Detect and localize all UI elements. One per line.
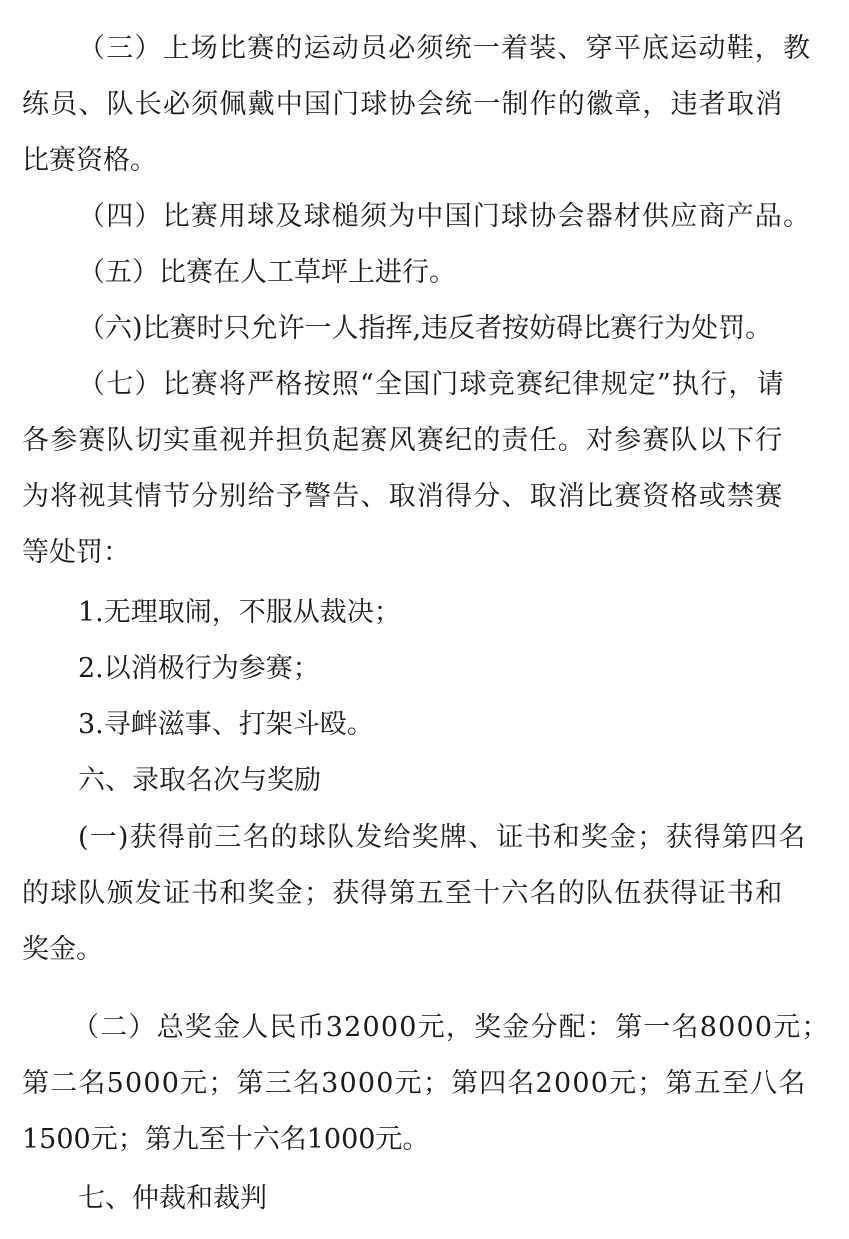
text-line-2: 练员、队长必须佩戴中国门球协会统一制作的徽章，违者取消 bbox=[22, 89, 784, 120]
list-item-1: 1.无理取闹，不服从裁决； bbox=[78, 597, 401, 628]
text-line-17: 奖金。 bbox=[22, 934, 103, 965]
text-line-9: 为将视其情节分别给予警告、取消得分、取消比赛资格或禁赛 bbox=[22, 481, 784, 512]
text-line-8: 各参赛队切实重视并担负起赛风赛纪的责任。对参赛队以下行 bbox=[22, 425, 784, 456]
list-item-2: 2.以消极行为参赛； bbox=[78, 653, 320, 684]
text-line-4: （四）比赛用球及球槌须为中国门球协会器材供应商产品。 bbox=[78, 201, 812, 232]
text-line-10: 等处罚： bbox=[22, 537, 130, 568]
text-line-20: 1500元；第九至十六名1000元。 bbox=[22, 1124, 430, 1155]
text-line-19: 第二名5000元；第三名3000元；第四名2000元；第五至八名 bbox=[22, 1068, 807, 1099]
list-item-3: 3.寻衅滋事、打架斗殴。 bbox=[78, 709, 374, 740]
text-line-7: （七）比赛将严格按照“全国门球竞赛纪律规定”执行，请 bbox=[78, 369, 785, 400]
text-line-6: （六)比赛时只允许一人指挥,违反者按妨碍比赛行为处罚。 bbox=[78, 313, 773, 344]
text-line-16: 的球队颁发证书和奖金；获得第五至十六名的队伍获得证书和 bbox=[22, 878, 784, 909]
text-line-18: （二）总奖金人民币32000元，奖金分配：第一名8000元； bbox=[72, 1012, 830, 1043]
text-line-3: 比赛资格。 bbox=[22, 145, 157, 176]
section-heading-6: 六、录取名次与奖励 bbox=[78, 765, 321, 796]
text-line-5: （五）比赛在人工草坪上进行。 bbox=[78, 257, 456, 288]
section-heading-7: 七、仲裁和裁判 bbox=[78, 1183, 267, 1214]
text-line-15: (一)获得前三名的球队发给奖牌、证书和奖金；获得第四名 bbox=[78, 822, 807, 853]
text-line-1: （三）上场比赛的运动员必须统一着装、穿平底运动鞋，教 bbox=[78, 33, 812, 64]
